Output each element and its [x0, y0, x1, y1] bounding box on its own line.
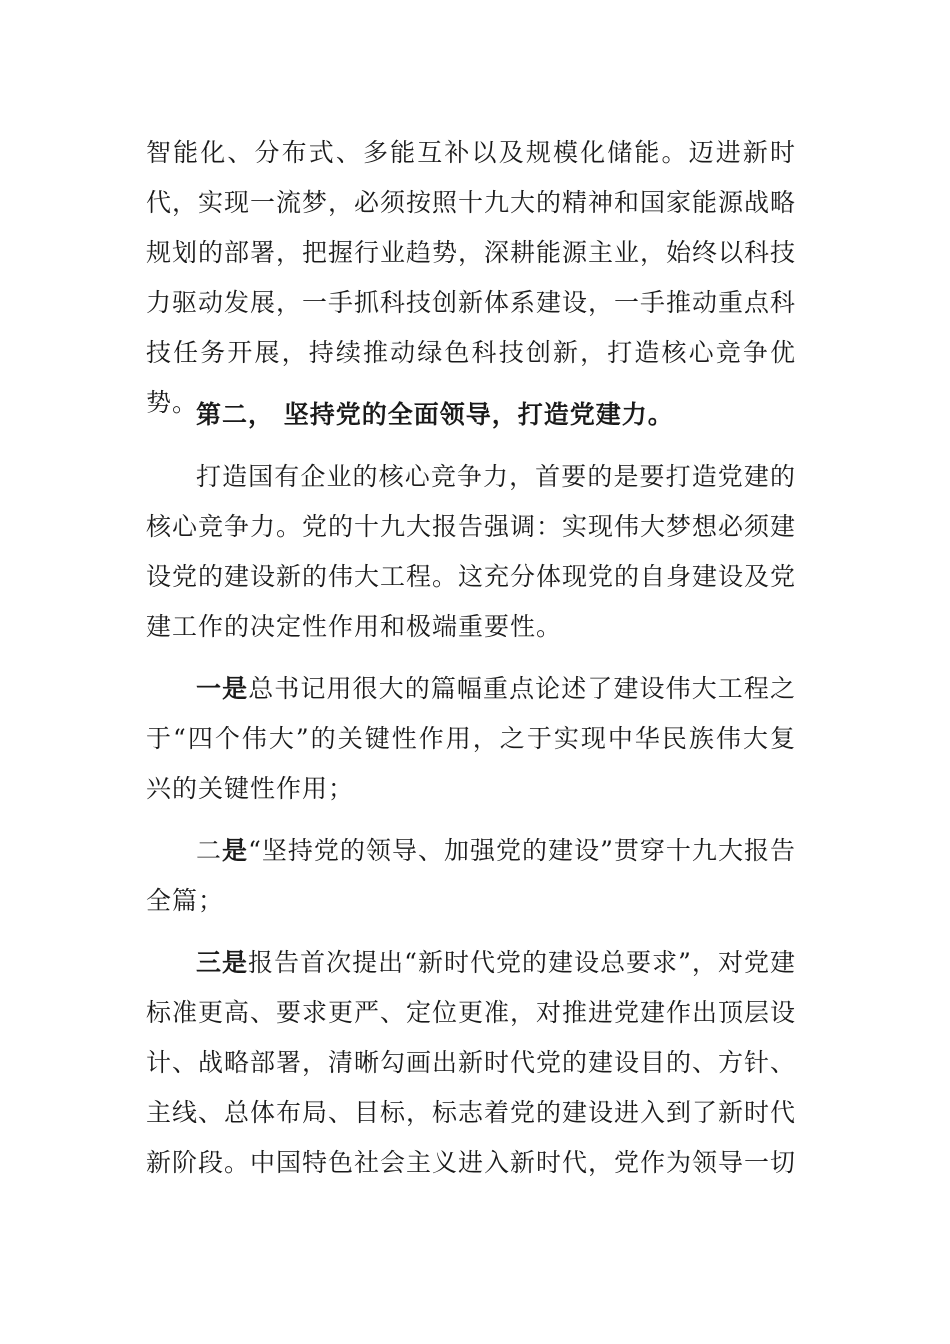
paragraph-intro: 智能化、分布式、多能互补以及规模化储能。迈进新时代，实现一流梦，必须按照十九大的精神和国家能源战略规划的部署，把握行业趋势，深耕能源主业，始终以科技力驱动发展，一手抓科技创新体系建设，一手推动重点科技任务开展，持续推动绿色科技创新，打造核心竞争优势。 [146, 138, 797, 417]
point-two-lead: 二 [196, 836, 223, 865]
paragraph-point-one [146, 664, 796, 814]
point-two-lead-bold: 是 [222, 836, 249, 865]
point-three-body: 报告首次提出“新时代党的建设总要求”，对党建标准更高、要求更严、定位更准，对推进党建作出顶层设计、战略部署，清晰勾画出新时代党的建设目的、方针、主线、总体布局、目标，标志着党的建设进入到了新时代新阶段。中国特色社会主义进入新时代，党作为领导一切 [146, 948, 797, 1177]
paragraph-party-building: 打造国有企业的核心竞争力，首要的是要打造党建的核心竞争力。党的十九大报告强调：实现伟大梦想必须建设党的建设新的伟大工程。这充分体现党的自身建设及党建工作的决定性作用和极端重要性。 [146, 462, 797, 641]
point-three-lead: 三是 [196, 948, 249, 977]
point-one-lead: 一是 [196, 674, 249, 703]
point-one-body: 总书记用很大的篇幅重点论述了建设伟大工程之于“四个伟大”的关键性作用，之于实现中华民族伟大复兴的关键性作用； [146, 674, 796, 803]
section-heading-second: 第二， 坚持党的全面领导，打造党建力。 [196, 400, 674, 429]
point-two-body: “坚持党的领导、加强党的建设”贯穿十九大报告全篇； [146, 836, 796, 915]
paragraph-point-two [146, 826, 796, 926]
paragraph-point-three [146, 938, 796, 1188]
